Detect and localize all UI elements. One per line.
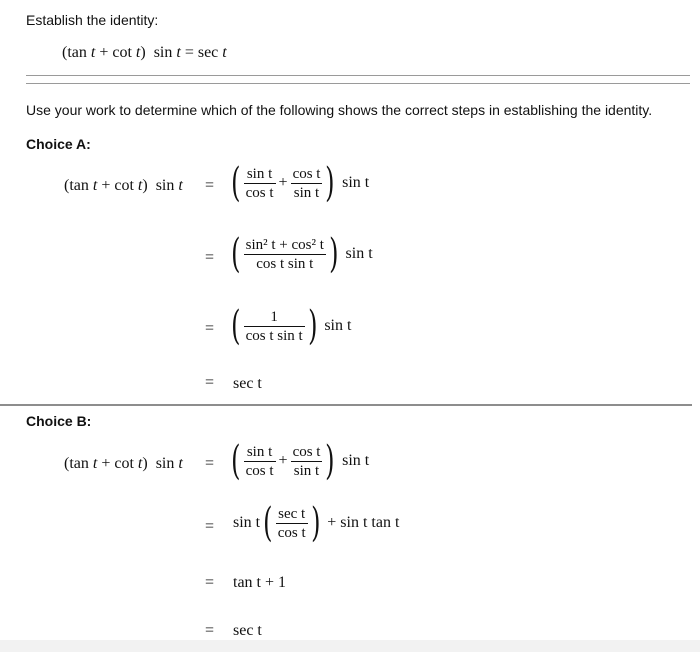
page-title: Establish the identity: — [26, 12, 159, 28]
choice-b-equals-2: = — [205, 518, 215, 535]
choice-b-equals-1: = — [205, 455, 215, 472]
instructions: Use your work to determine which of the following shows the correct steps in establishing the identity. — [26, 102, 653, 118]
identity-statement: (tan t + cot t) sin t = sec t — [62, 44, 227, 61]
choice-a-step-4: sec t — [233, 375, 262, 392]
choice-a-step-2: ( $\frac{\text{sin² t + cos² t}}{\text{cos t sin t}}$ ) sin t — [231, 231, 373, 277]
choice-b-equals-4: = — [205, 622, 215, 639]
choice-a-equals-1: = — [205, 177, 215, 194]
choice-b-equals-3: = — [205, 574, 215, 591]
divider-top-double — [26, 83, 690, 84]
choice-a-label: Choice A: — [26, 136, 91, 152]
choice-a-step-3: ( $\frac{1}{\text{cos t sin t}}$ ) sin t — [231, 303, 352, 349]
choice-b-lhs: (tan t + cot t) sin t — [64, 455, 183, 472]
choice-b-label: Choice B: — [26, 413, 92, 429]
choice-b-step-3: tan t + 1 — [233, 574, 287, 591]
divider-middle — [0, 404, 692, 406]
choice-a-equals-4: = — [205, 374, 215, 391]
choice-a-step-1: ( $\frac{\text{sin t}}{\text{cos t}}$ + $\frac{\text{cos t}}{\text{sin t}}$ ) sin t — [231, 160, 370, 206]
bottom-edge — [0, 640, 700, 652]
choice-b-step-1: ( $\frac{\text{sin t}}{\text{cos t}}$ + $\frac{\text{cos t}}{\text{sin t}}$ ) sin t — [231, 438, 370, 484]
choice-a-equals-2: = — [205, 249, 215, 266]
choice-a-lhs: (tan t + cot t) sin t — [64, 177, 183, 194]
choice-a-equals-3: = — [205, 320, 215, 337]
choice-b-step-4: sec t — [233, 622, 262, 639]
choice-b-step-2: sin t( $\frac{\text{sec t}}{\text{cos t}}$ ) + sin t tan t — [233, 500, 400, 546]
divider-top — [26, 75, 690, 76]
